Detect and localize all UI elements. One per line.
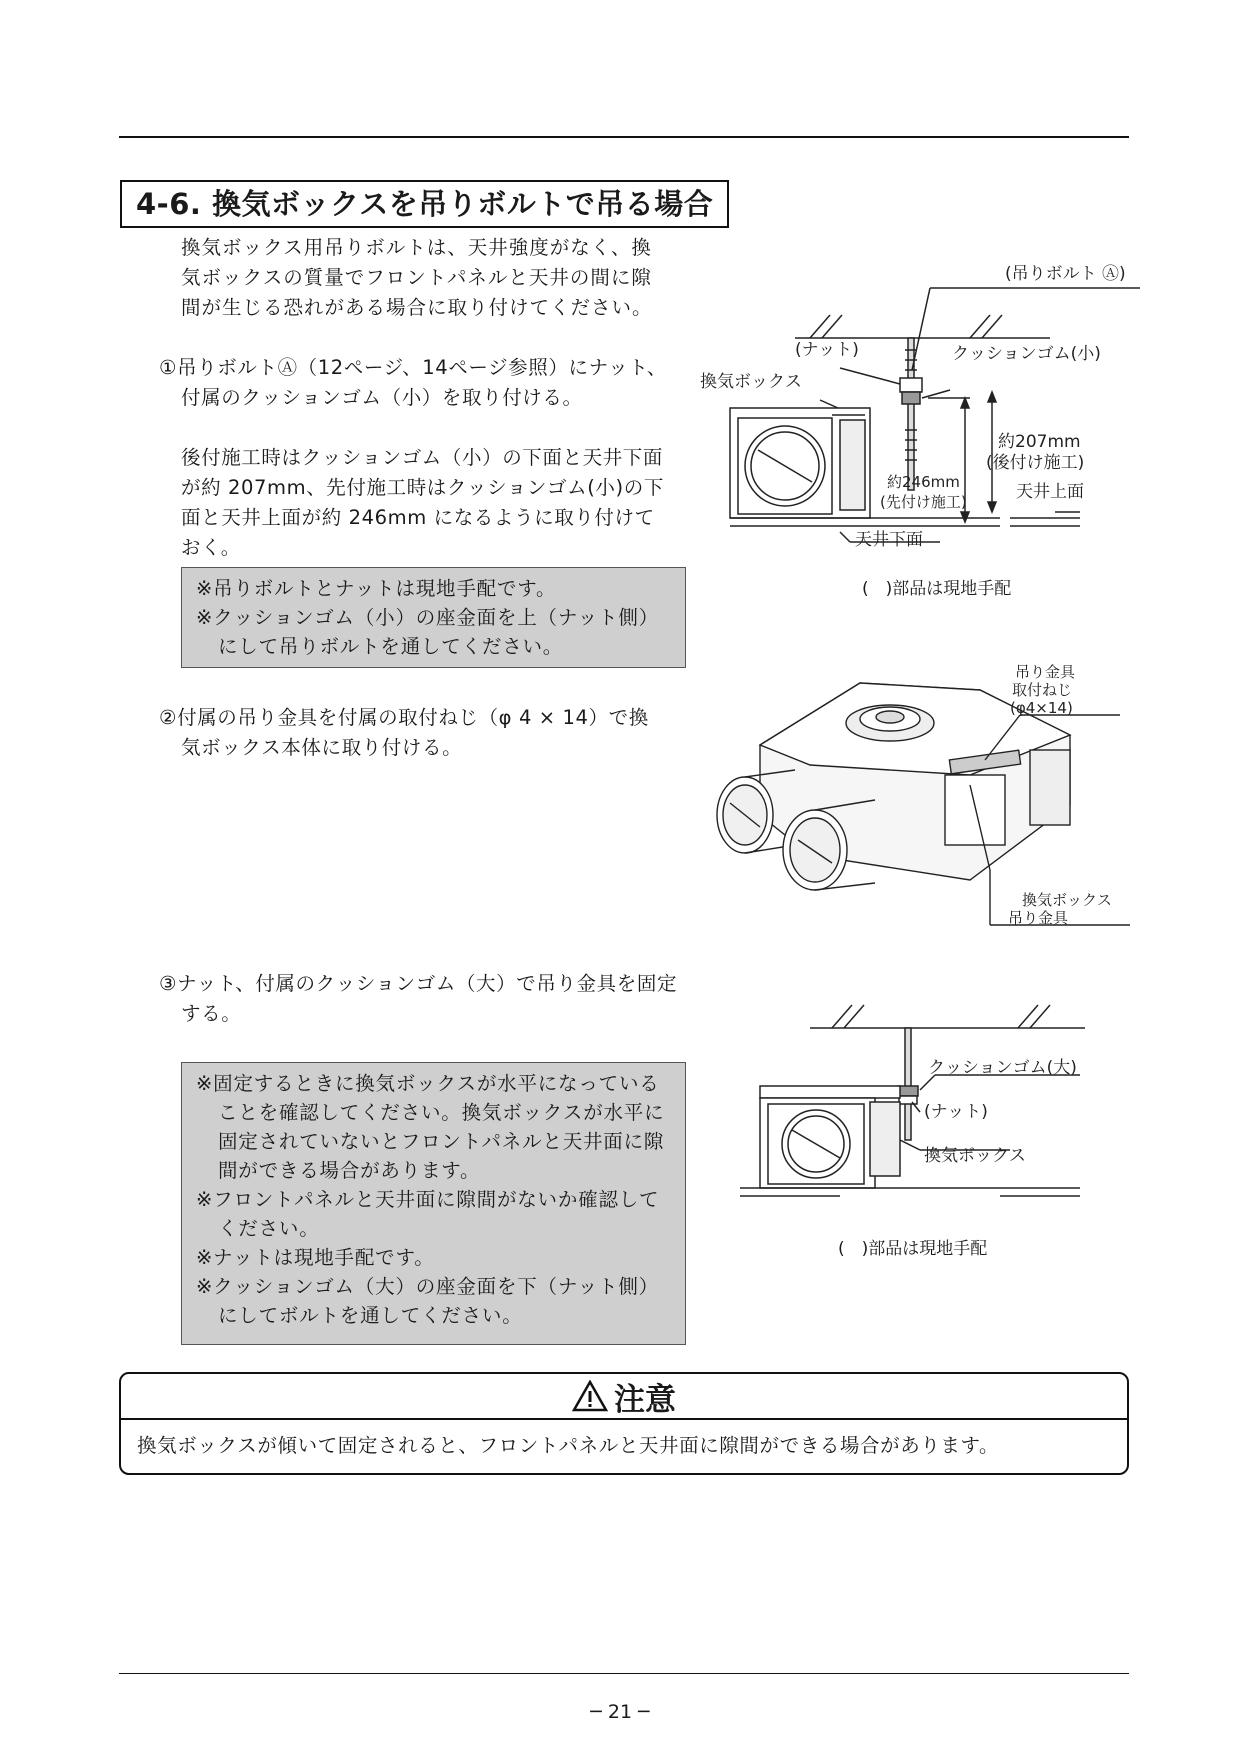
- label-bracket-line: 吊り金具: [1008, 909, 1069, 927]
- note-line: ※吊りボルトとナットは現地手配です。: [196, 577, 557, 600]
- label-nut: (ナット): [795, 340, 859, 360]
- label-hanging-bolt: (吊りボルト Ⓐ): [1005, 264, 1126, 284]
- detail-line: 面と天井上面が約 246mm になるように取り付けて: [181, 506, 655, 529]
- note-line: ※ナットは現地手配です。: [196, 1246, 435, 1269]
- step-1-line: 付属のクッションゴム（小）を取り付ける。: [181, 386, 583, 409]
- label-screw-line: (φ4×14): [1010, 699, 1073, 717]
- intro-line: 換気ボックス用吊りボルトは、天井強度がなく、換: [181, 236, 652, 259]
- step-2: [159, 703, 649, 763]
- note-line: ※固定するときに換気ボックスが水平になっている: [196, 1072, 660, 1095]
- caution-title: 注意: [614, 1381, 676, 1418]
- page-number: ─ 21 ─: [590, 1701, 650, 1723]
- detail-line: が約 207mm、先付施工時はクッションゴム(小)の下: [181, 476, 664, 499]
- step-1-line: ①吊りボルトⒶ（12ページ、14ページ参照）にナット、: [159, 356, 667, 379]
- caution-box: [119, 1372, 1129, 1475]
- label-ceiling-bottom: 天井下面: [855, 530, 923, 550]
- top-rule: [119, 136, 1129, 138]
- note-line: ※フロントパネルと天井面に隙間がないか確認して: [196, 1188, 660, 1211]
- step-2-line: 気ボックス本体に取り付ける。: [181, 736, 463, 759]
- label-dim-246: 約246mm: [887, 473, 960, 491]
- step-3-note-box: [181, 1062, 686, 1345]
- label-cushion-large: クッションゴム(大): [928, 1058, 1077, 1078]
- label-screw-line: 吊り金具: [1015, 663, 1076, 681]
- step-1-detail: [181, 443, 664, 563]
- figure-1-hanging-bolt-diagram: [700, 260, 1150, 560]
- figure-3-fixing-diagram: [740, 990, 1090, 1210]
- label-dim-246-note: (先付け施工): [880, 493, 967, 511]
- label-dim-207: 約207mm: [998, 432, 1081, 452]
- step-2-line: ②付属の吊り金具を付属の取付ねじ（φ 4 × 14）で換: [159, 706, 649, 729]
- step-3: [159, 969, 677, 1029]
- note-line: ※クッションゴム（小）の座金面を上（ナット側）: [196, 606, 659, 629]
- label-dim-207-note: (後付け施工): [986, 453, 1085, 473]
- label-ceiling-top: 天井上面: [1016, 482, 1084, 502]
- note-line: 固定されていないとフロントパネルと天井面に隙: [218, 1130, 665, 1153]
- warning-icon: [572, 1380, 608, 1412]
- intro-paragraph: [181, 233, 653, 323]
- bottom-rule: [119, 1673, 1129, 1674]
- figure-1-caption: ( )部品は現地手配: [862, 579, 1012, 599]
- note-line: にして吊りボルトを通してください。: [218, 635, 564, 658]
- label-cushion-small: クッションゴム(小): [952, 344, 1101, 364]
- detail-line: おく。: [181, 536, 241, 559]
- note-line: ※クッションゴム（大）の座金面を下（ナット側）: [196, 1275, 659, 1298]
- label-nut: (ナット): [924, 1102, 988, 1122]
- step-3-line: ③ナット、付属のクッションゴム（大）で吊り金具を固定: [159, 972, 678, 995]
- step-1-note-box: [181, 567, 686, 668]
- intro-line: 間が生じる恐れがある場合に取り付けてください。: [181, 296, 653, 319]
- label-vent-box: 換気ボックス: [924, 1146, 1026, 1166]
- note-line: 間ができる場合があります。: [218, 1159, 481, 1182]
- label-screw-line: 取付ねじ: [1012, 681, 1073, 699]
- step-1: [159, 353, 667, 413]
- step-3-line: する。: [181, 1002, 242, 1025]
- label-vent-box: 換気ボックス: [700, 372, 802, 392]
- figure-3-caption: ( )部品は現地手配: [838, 1239, 988, 1259]
- note-line: にしてボルトを通してください。: [218, 1304, 523, 1327]
- caution-text: 換気ボックスが傾いて固定されると、フロントパネルと天井面に隙間ができる場合があります。: [137, 1434, 1000, 1457]
- detail-line: 後付施工時はクッションゴム（小）の下面と天井下面: [181, 446, 664, 469]
- caution-header: [121, 1374, 1127, 1420]
- note-line: ことを確認してください。換気ボックスが水平に: [218, 1101, 665, 1124]
- section-heading: 4-6. 換気ボックスを吊りボルトで吊る場合: [120, 180, 729, 228]
- note-line: ください。: [218, 1217, 320, 1240]
- label-bracket-line: 換気ボックス: [1022, 891, 1112, 909]
- intro-line: 気ボックスの質量でフロントパネルと天井の間に隙: [181, 266, 652, 289]
